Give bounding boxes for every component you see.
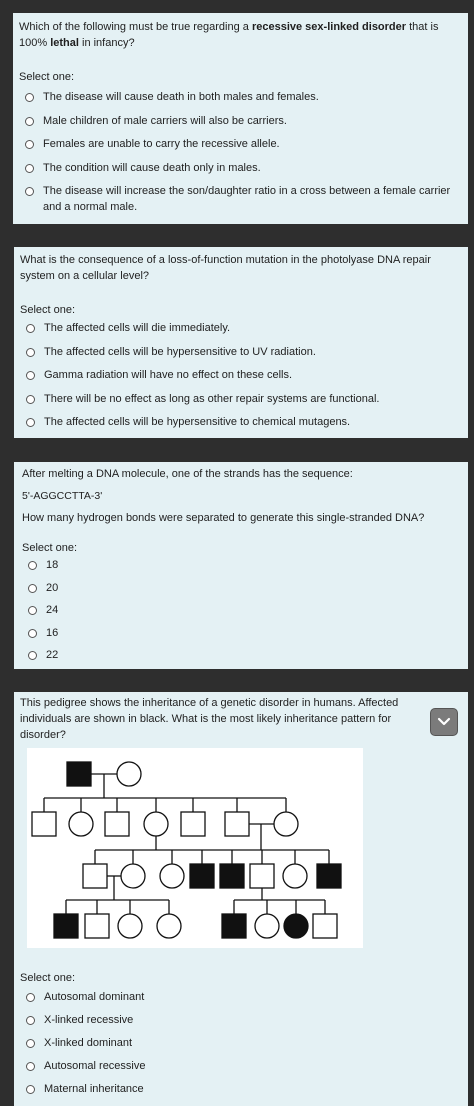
answer-option[interactable]: 22 <box>28 647 460 670</box>
radio-button[interactable] <box>25 187 34 196</box>
radio-button[interactable] <box>26 1039 35 1048</box>
answer-option[interactable]: The condition will cause death only in males. <box>25 160 460 184</box>
answer-option[interactable]: The affected cells will be hypersensitive to UV radiation. <box>26 344 460 368</box>
answer-option[interactable]: The disease will increase the son/daughter ratio in a cross between a female carrier and a normal male. <box>25 183 460 215</box>
unaffected-male-symbol <box>181 812 205 836</box>
affected-male-symbol <box>54 914 78 938</box>
unaffected-female-symbol <box>121 864 145 888</box>
question-text: This pedigree shows the inheritance of a genetic disorder in humans. Affected individuals are shown in black. What is the most likely inheritance pattern for disorder? <box>20 697 399 741</box>
unaffected-female-symbol <box>118 914 142 938</box>
select-one-label: Select one: <box>22 542 78 554</box>
unaffected-female-symbol <box>117 762 141 786</box>
answer-option[interactable]: X-linked dominant <box>26 1035 456 1058</box>
radio-button[interactable] <box>26 993 35 1002</box>
radio-button[interactable] <box>28 651 37 660</box>
radio-button[interactable] <box>28 584 37 593</box>
question-card-4 <box>14 692 468 1106</box>
answer-option[interactable]: 20 <box>28 580 460 603</box>
radio-button[interactable] <box>26 324 35 333</box>
radio-button[interactable] <box>28 629 37 638</box>
unaffected-female-symbol <box>274 812 298 836</box>
answer-option[interactable]: 18 <box>28 557 460 580</box>
pedigree-figure <box>27 748 363 948</box>
answer-option[interactable]: Females are unable to carry the recessive allele. <box>25 136 460 160</box>
radio-button[interactable] <box>26 348 35 357</box>
answer-option[interactable]: There will be no effect as long as other repair systems are functional. <box>26 391 460 415</box>
unaffected-male-symbol <box>313 914 337 938</box>
question-text: How many hydrogen bonds were separated to generate this single-stranded DNA? <box>22 512 425 524</box>
radio-button[interactable] <box>26 395 35 404</box>
radio-button[interactable] <box>26 1016 35 1025</box>
radio-button[interactable] <box>28 561 37 570</box>
unaffected-male-symbol <box>250 864 274 888</box>
radio-button[interactable] <box>25 164 34 173</box>
unaffected-male-symbol <box>85 914 109 938</box>
scroll-down-button[interactable] <box>430 708 458 736</box>
question-card-2 <box>14 247 468 438</box>
question-text: What is the consequence of a loss-of-function mutation in the photolyase DNA repair system on a cellular level? <box>20 254 431 282</box>
answer-option[interactable]: Maternal inheritance <box>26 1081 456 1104</box>
answer-option[interactable]: 16 <box>28 625 460 648</box>
unaffected-male-symbol <box>32 812 56 836</box>
radio-button[interactable] <box>26 371 35 380</box>
affected-male-symbol <box>220 864 244 888</box>
radio-button[interactable] <box>25 93 34 102</box>
affected-male-symbol <box>317 864 341 888</box>
affected-male-symbol <box>67 762 91 786</box>
pedigree-chart <box>27 748 363 948</box>
answer-option[interactable]: Autosomal recessive <box>26 1058 456 1081</box>
unaffected-female-symbol <box>283 864 307 888</box>
radio-button[interactable] <box>28 606 37 615</box>
answer-option[interactable]: Autosomal dominant <box>26 989 456 1012</box>
unaffected-male-symbol <box>83 864 107 888</box>
affected-male-symbol <box>190 864 214 888</box>
question-card-3 <box>14 462 468 669</box>
radio-button[interactable] <box>26 1085 35 1094</box>
answer-option[interactable]: Gamma radiation will have no effect on these cells. <box>26 367 460 391</box>
radio-button[interactable] <box>26 418 35 427</box>
answer-option[interactable]: The disease will cause death in both males and females. <box>25 89 460 113</box>
unaffected-female-symbol <box>144 812 168 836</box>
radio-button[interactable] <box>25 140 34 149</box>
unaffected-female-symbol <box>157 914 181 938</box>
question-text: After melting a DNA molecule, one of the strands has the sequence: <box>22 468 353 480</box>
select-one-label: Select one: <box>20 972 76 984</box>
question-card-1 <box>13 13 468 224</box>
affected-female-symbol <box>284 914 308 938</box>
unaffected-male-symbol <box>225 812 249 836</box>
unaffected-female-symbol <box>69 812 93 836</box>
answer-option[interactable]: Male children of male carriers will also be carriers. <box>25 113 460 137</box>
unaffected-female-symbol <box>160 864 184 888</box>
answer-option[interactable]: X-linked recessive <box>26 1012 456 1035</box>
select-one-label: Select one: <box>20 304 76 316</box>
unaffected-male-symbol <box>105 812 129 836</box>
affected-male-symbol <box>222 914 246 938</box>
answer-option[interactable]: 24 <box>28 602 460 625</box>
radio-button[interactable] <box>26 1062 35 1071</box>
answer-option[interactable]: The affected cells will die immediately. <box>26 320 460 344</box>
answer-option[interactable]: The affected cells will be hypersensitive to chemical mutagens. <box>26 414 460 438</box>
radio-button[interactable] <box>25 117 34 126</box>
dna-sequence: 5'-AGGCCTTA-3' <box>22 490 103 502</box>
question-text: Which of the following must be true regarding a recessive sex-linked disorder that is 100% lethal in infancy? <box>19 21 439 49</box>
chevron-down-icon <box>437 717 451 727</box>
unaffected-female-symbol <box>255 914 279 938</box>
select-one-label: Select one: <box>19 71 75 83</box>
